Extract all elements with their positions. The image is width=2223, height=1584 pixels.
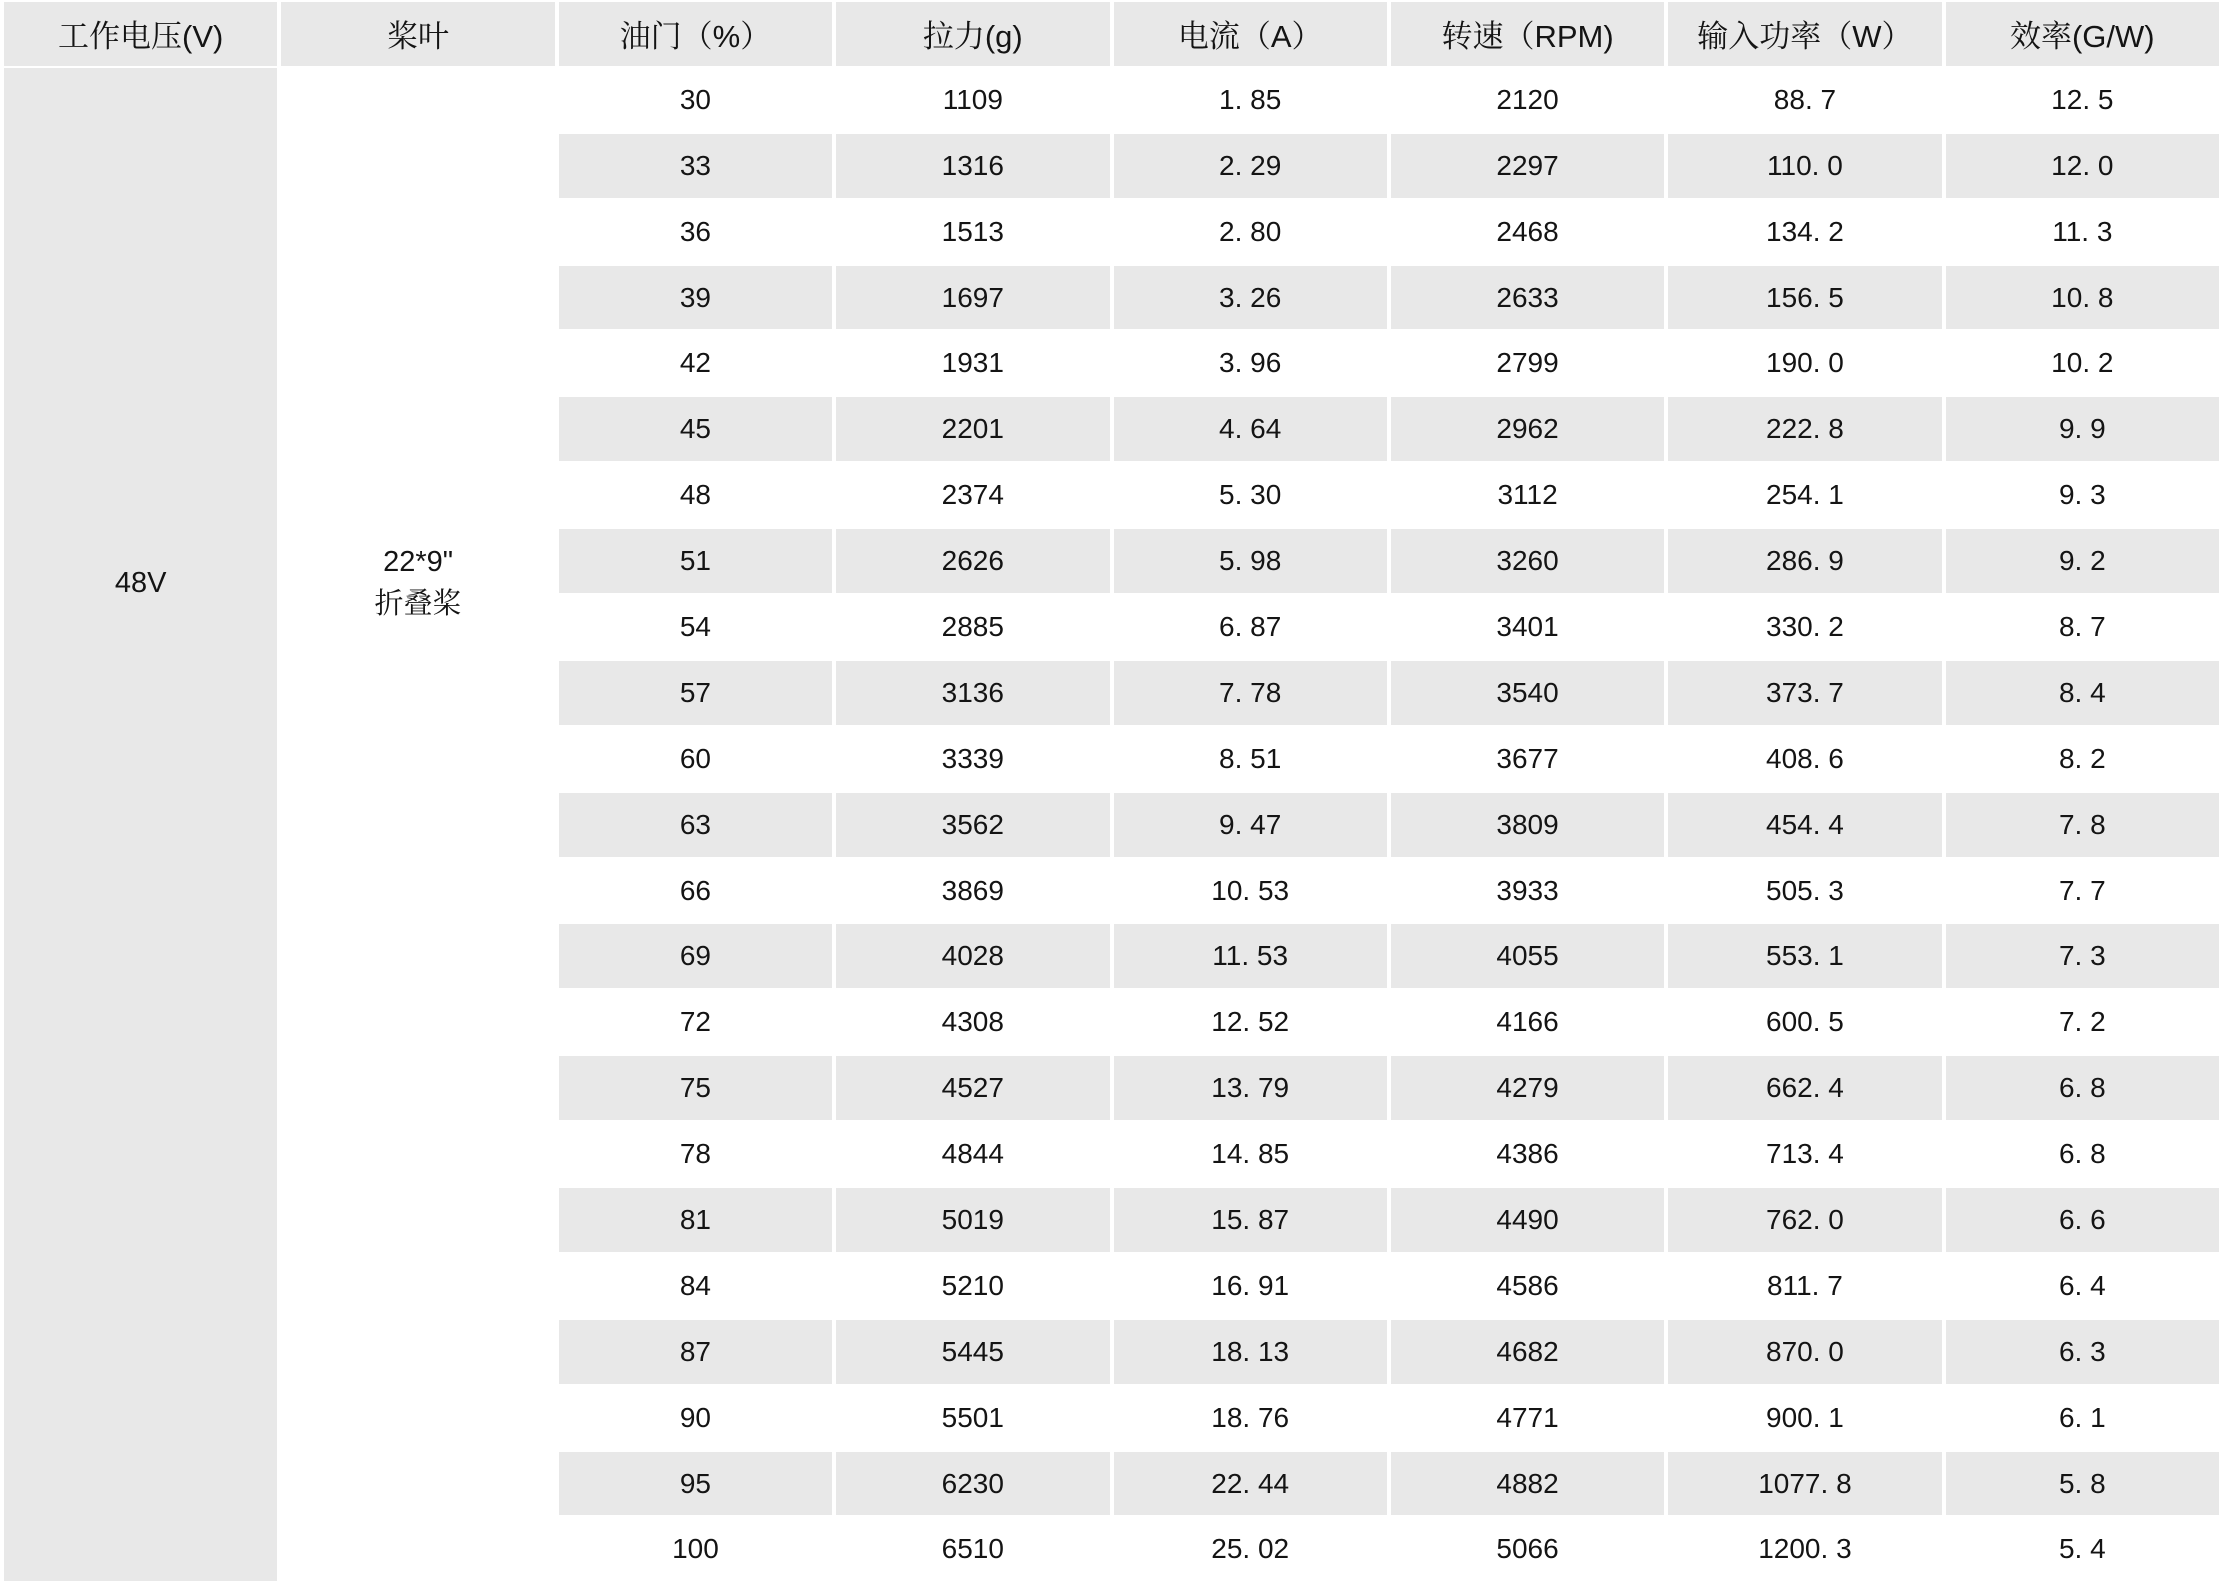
data-cell: 9. 3: [1946, 463, 2219, 527]
data-cell: 51: [559, 529, 832, 593]
table-header: [4, 2, 2219, 66]
data-cell: 2962: [1391, 397, 1664, 461]
data-cell: 2. 29: [1114, 134, 1387, 198]
data-cell: 553. 1: [1668, 924, 1941, 988]
data-cell: 1077. 8: [1668, 1452, 1941, 1516]
data-cell: 4586: [1391, 1254, 1664, 1318]
data-cell: 4279: [1391, 1056, 1664, 1120]
data-cell: 63: [559, 793, 832, 857]
data-cell: 6510: [836, 1517, 1109, 1581]
data-cell: 4. 64: [1114, 397, 1387, 461]
data-cell: 78: [559, 1122, 832, 1186]
data-cell: 190. 0: [1668, 331, 1941, 395]
data-cell: 10. 53: [1114, 859, 1387, 923]
data-cell: 5445: [836, 1320, 1109, 1384]
data-cell: 4055: [1391, 924, 1664, 988]
data-cell: 18. 13: [1114, 1320, 1387, 1384]
column-header-5: 转速（RPM): [1391, 2, 1664, 66]
data-cell: 14. 85: [1114, 1122, 1387, 1186]
data-cell: 4527: [836, 1056, 1109, 1120]
data-cell: 6230: [836, 1452, 1109, 1516]
data-cell: 30: [559, 68, 832, 132]
data-cell: 1931: [836, 331, 1109, 395]
data-cell: 54: [559, 595, 832, 659]
data-cell: 88. 7: [1668, 68, 1941, 132]
propeller-merged-cell: [281, 68, 554, 1581]
voltage-value: 48V: [114, 566, 167, 599]
data-cell: 4490: [1391, 1188, 1664, 1252]
data-cell: 6. 6: [1946, 1188, 2219, 1252]
data-cell: 5. 98: [1114, 529, 1387, 593]
data-cell: 2626: [836, 529, 1109, 593]
data-cell: 95: [559, 1452, 832, 1516]
data-cell: 408. 6: [1668, 727, 1941, 791]
data-cell: 13. 79: [1114, 1056, 1387, 1120]
data-cell: 3562: [836, 793, 1109, 857]
data-cell: 3933: [1391, 859, 1664, 923]
data-cell: 11. 53: [1114, 924, 1387, 988]
data-cell: 16. 91: [1114, 1254, 1387, 1318]
propeller-label-line: 22*9": [383, 545, 454, 578]
data-cell: 1109: [836, 68, 1109, 132]
data-cell: 12. 0: [1946, 134, 2219, 198]
data-cell: 39: [559, 266, 832, 330]
data-cell: 87: [559, 1320, 832, 1384]
data-cell: 12. 5: [1946, 68, 2219, 132]
data-cell: 6. 87: [1114, 595, 1387, 659]
data-cell: 12. 52: [1114, 990, 1387, 1054]
data-cell: 45: [559, 397, 832, 461]
data-cell: 6. 8: [1946, 1122, 2219, 1186]
data-cell: 4308: [836, 990, 1109, 1054]
data-cell: 4682: [1391, 1320, 1664, 1384]
data-cell: 90: [559, 1386, 832, 1450]
data-cell: 2468: [1391, 200, 1664, 264]
data-cell: 69: [559, 924, 832, 988]
data-cell: 2297: [1391, 134, 1664, 198]
data-cell: 9. 9: [1946, 397, 2219, 461]
data-cell: 1697: [836, 266, 1109, 330]
data-cell: 5. 4: [1946, 1517, 2219, 1581]
data-cell: 2799: [1391, 331, 1664, 395]
data-cell: 4166: [1391, 990, 1664, 1054]
data-cell: 505. 3: [1668, 859, 1941, 923]
data-cell: 8. 7: [1946, 595, 2219, 659]
data-cell: 81: [559, 1188, 832, 1252]
data-cell: 8. 51: [1114, 727, 1387, 791]
data-cell: 5. 30: [1114, 463, 1387, 527]
data-cell: 33: [559, 134, 832, 198]
data-cell: 3339: [836, 727, 1109, 791]
data-cell: 454. 4: [1668, 793, 1941, 857]
table-row: [4, 68, 2219, 132]
data-cell: 72: [559, 990, 832, 1054]
data-cell: 286. 9: [1668, 529, 1941, 593]
propeller-label-line: 折叠桨: [374, 587, 462, 620]
data-cell: 3136: [836, 661, 1109, 725]
data-cell: 156. 5: [1668, 266, 1941, 330]
data-cell: 3869: [836, 859, 1109, 923]
data-cell: 8. 4: [1946, 661, 2219, 725]
column-header-3: 拉力(g): [836, 2, 1109, 66]
data-cell: 10. 2: [1946, 331, 2219, 395]
data-cell: 7. 2: [1946, 990, 2219, 1054]
data-cell: 3. 96: [1114, 331, 1387, 395]
data-cell: 222. 8: [1668, 397, 1941, 461]
data-cell: 4386: [1391, 1122, 1664, 1186]
data-cell: 3. 26: [1114, 266, 1387, 330]
data-cell: 6. 3: [1946, 1320, 2219, 1384]
column-header-2: 油门（%）: [559, 2, 832, 66]
data-cell: 100: [559, 1517, 832, 1581]
data-cell: 1513: [836, 200, 1109, 264]
column-header-4: 电流（A）: [1114, 2, 1387, 66]
data-cell: 42: [559, 331, 832, 395]
data-cell: 713. 4: [1668, 1122, 1941, 1186]
data-cell: 3540: [1391, 661, 1664, 725]
column-header-0: 工作电压(V): [4, 2, 277, 66]
data-cell: 9. 47: [1114, 793, 1387, 857]
column-header-6: 输入功率（W）: [1668, 2, 1941, 66]
data-cell: 1316: [836, 134, 1109, 198]
column-header-7: 效率(G/W): [1946, 2, 2219, 66]
data-cell: 600. 5: [1668, 990, 1941, 1054]
data-cell: 2885: [836, 595, 1109, 659]
data-cell: 373. 7: [1668, 661, 1941, 725]
data-cell: 5066: [1391, 1517, 1664, 1581]
data-cell: 4028: [836, 924, 1109, 988]
data-cell: 254. 1: [1668, 463, 1941, 527]
data-cell: 11. 3: [1946, 200, 2219, 264]
data-cell: 662. 4: [1668, 1056, 1941, 1120]
data-cell: 330. 2: [1668, 595, 1941, 659]
data-cell: 7. 78: [1114, 661, 1387, 725]
data-cell: 4882: [1391, 1452, 1664, 1516]
data-cell: 6. 8: [1946, 1056, 2219, 1120]
data-cell: 900. 1: [1668, 1386, 1941, 1450]
data-cell: 5210: [836, 1254, 1109, 1318]
data-cell: 6. 1: [1946, 1386, 2219, 1450]
data-cell: 7. 7: [1946, 859, 2219, 923]
table-header-row: [4, 2, 2219, 66]
data-cell: 18. 76: [1114, 1386, 1387, 1450]
data-cell: 811. 7: [1668, 1254, 1941, 1318]
data-cell: 66: [559, 859, 832, 923]
data-cell: 2374: [836, 463, 1109, 527]
data-cell: 7. 8: [1946, 793, 2219, 857]
data-cell: 3401: [1391, 595, 1664, 659]
data-cell: 5. 8: [1946, 1452, 2219, 1516]
data-cell: 3260: [1391, 529, 1664, 593]
table-body: [4, 68, 2219, 1581]
data-cell: 1200. 3: [1668, 1517, 1941, 1581]
data-cell: 5501: [836, 1386, 1109, 1450]
data-cell: 25. 02: [1114, 1517, 1387, 1581]
data-cell: 3809: [1391, 793, 1664, 857]
data-cell: 134. 2: [1668, 200, 1941, 264]
propeller-label: [281, 541, 554, 625]
data-cell: 57: [559, 661, 832, 725]
data-cell: 762. 0: [1668, 1188, 1941, 1252]
voltage-merged-cell: [4, 68, 277, 1581]
data-cell: 2633: [1391, 266, 1664, 330]
data-cell: 75: [559, 1056, 832, 1120]
data-cell: 36: [559, 200, 832, 264]
data-cell: 4771: [1391, 1386, 1664, 1450]
data-cell: 1. 85: [1114, 68, 1387, 132]
data-cell: 5019: [836, 1188, 1109, 1252]
data-cell: 48: [559, 463, 832, 527]
data-cell: 84: [559, 1254, 832, 1318]
data-cell: 22. 44: [1114, 1452, 1387, 1516]
data-cell: 2. 80: [1114, 200, 1387, 264]
data-cell: 110. 0: [1668, 134, 1941, 198]
data-cell: 4844: [836, 1122, 1109, 1186]
data-cell: 870. 0: [1668, 1320, 1941, 1384]
data-cell: 3677: [1391, 727, 1664, 791]
data-cell: 8. 2: [1946, 727, 2219, 791]
data-cell: 6. 4: [1946, 1254, 2219, 1318]
data-cell: 60: [559, 727, 832, 791]
data-cell: 7. 3: [1946, 924, 2219, 988]
column-header-1: 桨叶: [281, 2, 554, 66]
data-cell: 15. 87: [1114, 1188, 1387, 1252]
data-cell: 3112: [1391, 463, 1664, 527]
data-cell: 9. 2: [1946, 529, 2219, 593]
data-cell: 2120: [1391, 68, 1664, 132]
data-cell: 2201: [836, 397, 1109, 461]
data-cell: 10. 8: [1946, 266, 2219, 330]
